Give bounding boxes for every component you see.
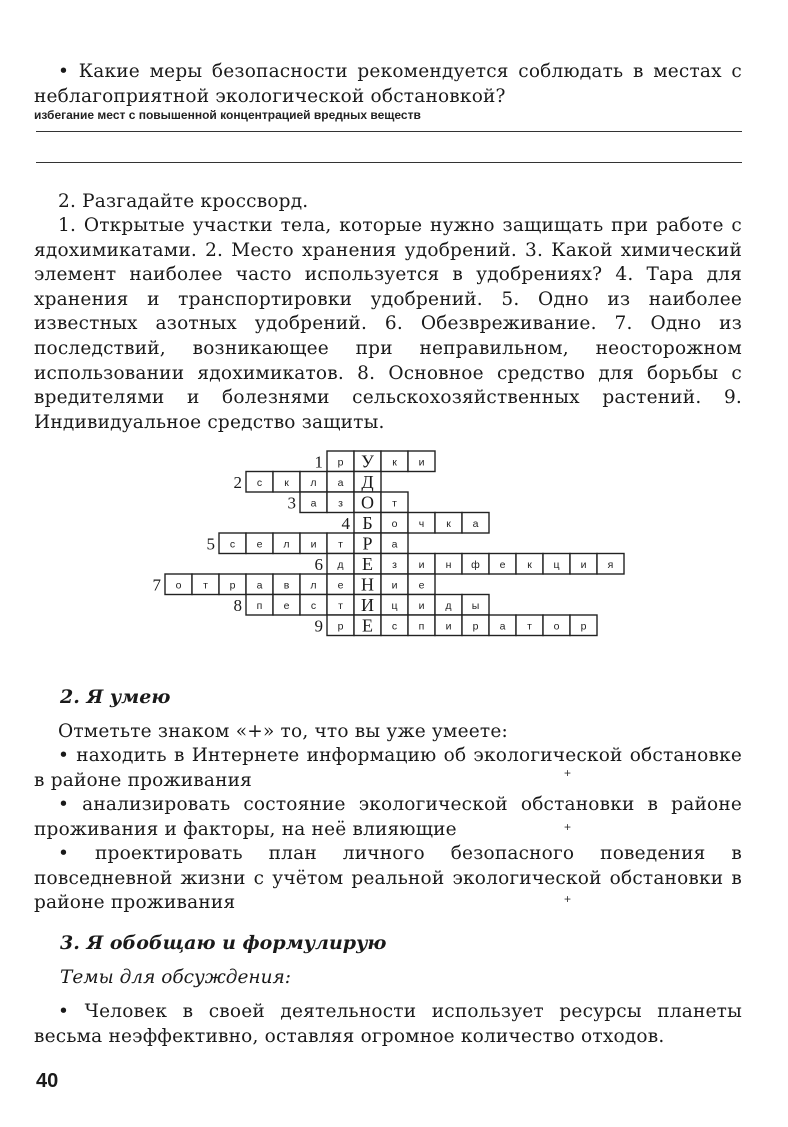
crossword-letter: е xyxy=(418,579,425,592)
crossword-letter: д xyxy=(445,599,452,612)
skill-mark-2: + xyxy=(564,820,572,834)
crossword-letter: п xyxy=(256,599,263,612)
crossword-row-3 xyxy=(288,492,409,513)
crossword-letter: с xyxy=(391,620,398,633)
crossword-letter: к xyxy=(527,558,532,571)
page-number: 40 xyxy=(36,1070,59,1092)
crossword-letter: о xyxy=(553,620,560,633)
crossword-row-2 xyxy=(234,472,382,493)
crossword-number: 2 xyxy=(233,473,242,492)
crossword-letter: и xyxy=(580,558,587,571)
crossword-letter: т xyxy=(392,497,397,510)
crossword-row-8 xyxy=(234,595,490,616)
crossword-key-letter: У xyxy=(361,451,374,472)
crossword-row-5 xyxy=(207,533,409,554)
crossword-letter: с xyxy=(229,538,236,551)
crossword-letter: к xyxy=(392,456,397,469)
crossword-letter: и xyxy=(418,456,425,469)
crossword-number: 6 xyxy=(314,555,323,574)
section2-intro: Отметьте знаком «+» то, что вы уже умеете: xyxy=(58,721,508,742)
crossword-letter: с xyxy=(310,599,317,612)
question-text: • Какие меры безопасности рекомендуется соблюдать в местах с неблагоприятной экологической обстановкой? xyxy=(34,61,742,107)
crossword-number: 3 xyxy=(287,493,296,513)
crossword-row-1 xyxy=(315,451,436,472)
crossword-letter: я xyxy=(607,558,614,571)
crossword-letter: е xyxy=(499,558,506,571)
crossword-letter: а xyxy=(499,620,506,633)
crossword-key-letter: И xyxy=(361,594,374,615)
crossword-letter: л xyxy=(310,476,317,489)
crossword-letter: ч xyxy=(418,517,425,530)
crossword-letter: н xyxy=(445,558,452,571)
section3-heading: 3. Я обобщаю и формулирую xyxy=(60,932,387,954)
crossword-letter: и xyxy=(418,599,425,612)
crossword-letter: р xyxy=(337,456,344,469)
crossword-number: 1 xyxy=(314,452,323,472)
crossword-letter: л xyxy=(310,579,317,592)
crossword-number: 5 xyxy=(206,534,215,554)
crossword-letter: к xyxy=(284,476,289,489)
section3-text: • Человек в своей деятельности использует ресурсы планеты весьма неэффективно, оставляя огромное количество отходов. xyxy=(34,1001,742,1047)
crossword-key-letter: Д xyxy=(361,471,374,492)
crossword-letter: е xyxy=(337,579,344,592)
crossword-key-letter: Е xyxy=(362,553,373,574)
crossword-key-letter: Б xyxy=(362,512,373,533)
crossword-letter: о xyxy=(175,579,182,592)
crossword-letter: и xyxy=(391,579,398,592)
task2-clues: 1. Открытые участки тела, которые нужно защищать при работе с ядохимикатами. 2. Место хранения удобрений. 3. Какой химический элемент наиболее часто используется в удобрениях? 4. Тара для хранения и транспортировки удобрений. 5. Одно из наиболее известных азотных удобрений. 6. Обезвреживание. 7. Одно из последствий, возникающее при неправильном, неосторожном использовании ядохимикатов. 8. Основное средство для борьбы с вредителями и болезнями сельскохозяйственных растений. 9. Индивидуальное средство защиты. xyxy=(34,215,742,433)
crossword-letter: л xyxy=(283,538,290,551)
crossword-letter: р xyxy=(229,579,236,592)
crossword-letter: ы xyxy=(471,599,480,612)
crossword-letter: р xyxy=(337,620,344,633)
skill-item-1: • находить в Интернете информацию об экологической обстановке в районе проживания xyxy=(34,745,742,791)
crossword-letter: е xyxy=(256,538,263,551)
crossword-row-4 xyxy=(342,513,490,534)
crossword-letter: з xyxy=(392,558,397,571)
task2-heading: 2. Разгадайте кроссворд. xyxy=(58,191,309,212)
crossword-key-letter: О xyxy=(361,492,374,513)
crossword-letter: т xyxy=(338,538,343,551)
crossword-key-letter: Е xyxy=(362,615,373,636)
crossword-letter: и xyxy=(310,538,317,551)
crossword-number: 7 xyxy=(152,575,161,595)
crossword-letter: и xyxy=(418,558,425,571)
crossword-letter: д xyxy=(337,558,344,571)
crossword-letter: п xyxy=(418,620,425,633)
crossword-key-letter: Р xyxy=(362,533,373,554)
skill-mark-1: + xyxy=(564,766,572,780)
crossword-letter: т xyxy=(338,599,343,612)
crossword-letter: т xyxy=(203,579,208,592)
crossword-letter: а xyxy=(337,476,344,489)
crossword-number: 4 xyxy=(341,514,350,533)
crossword-letter: р xyxy=(472,620,479,633)
crossword-letter: т xyxy=(527,620,532,633)
crossword-letter: а xyxy=(256,579,263,592)
crossword-letter: р xyxy=(580,620,587,633)
crossword-letter: с xyxy=(256,476,263,489)
crossword-row-9 xyxy=(315,615,598,636)
crossword-letter: а xyxy=(472,517,479,530)
crossword-number: 9 xyxy=(314,616,323,636)
crossword-letter: ф xyxy=(471,558,480,571)
skill-item-2: • анализировать состояние экологической обстановки в районе проживания и факторы, на неё влияющие xyxy=(34,794,742,840)
crossword-letter: а xyxy=(391,538,398,551)
crossword-row-7 xyxy=(153,574,436,595)
crossword-letter: а xyxy=(310,497,317,510)
crossword-row-6 xyxy=(315,554,625,575)
crossword-number: 8 xyxy=(233,596,242,615)
section2-heading: 2. Я умею xyxy=(60,686,171,708)
skill-mark-3: + xyxy=(564,892,572,906)
crossword-letter: в xyxy=(283,579,290,592)
crossword-letter: е xyxy=(283,599,290,612)
crossword-letter: к xyxy=(446,517,451,530)
section3-subheading: Темы для обсуждения: xyxy=(60,967,292,988)
crossword-key-letter: Н xyxy=(361,574,374,595)
crossword-letter: и xyxy=(445,620,452,633)
crossword-letter: ц xyxy=(553,558,560,571)
skill-item-3: • проектировать план личного безопасного поведения в повседневной жизни с учётом реальной экологической обстановки в районе проживания xyxy=(34,843,742,914)
crossword-letter: з xyxy=(338,497,343,510)
handwritten-answer: избегание мест с повышенной концентрацией вредных веществ xyxy=(34,108,421,122)
crossword-letter: о xyxy=(391,517,398,530)
crossword-letter: ц xyxy=(391,599,398,612)
